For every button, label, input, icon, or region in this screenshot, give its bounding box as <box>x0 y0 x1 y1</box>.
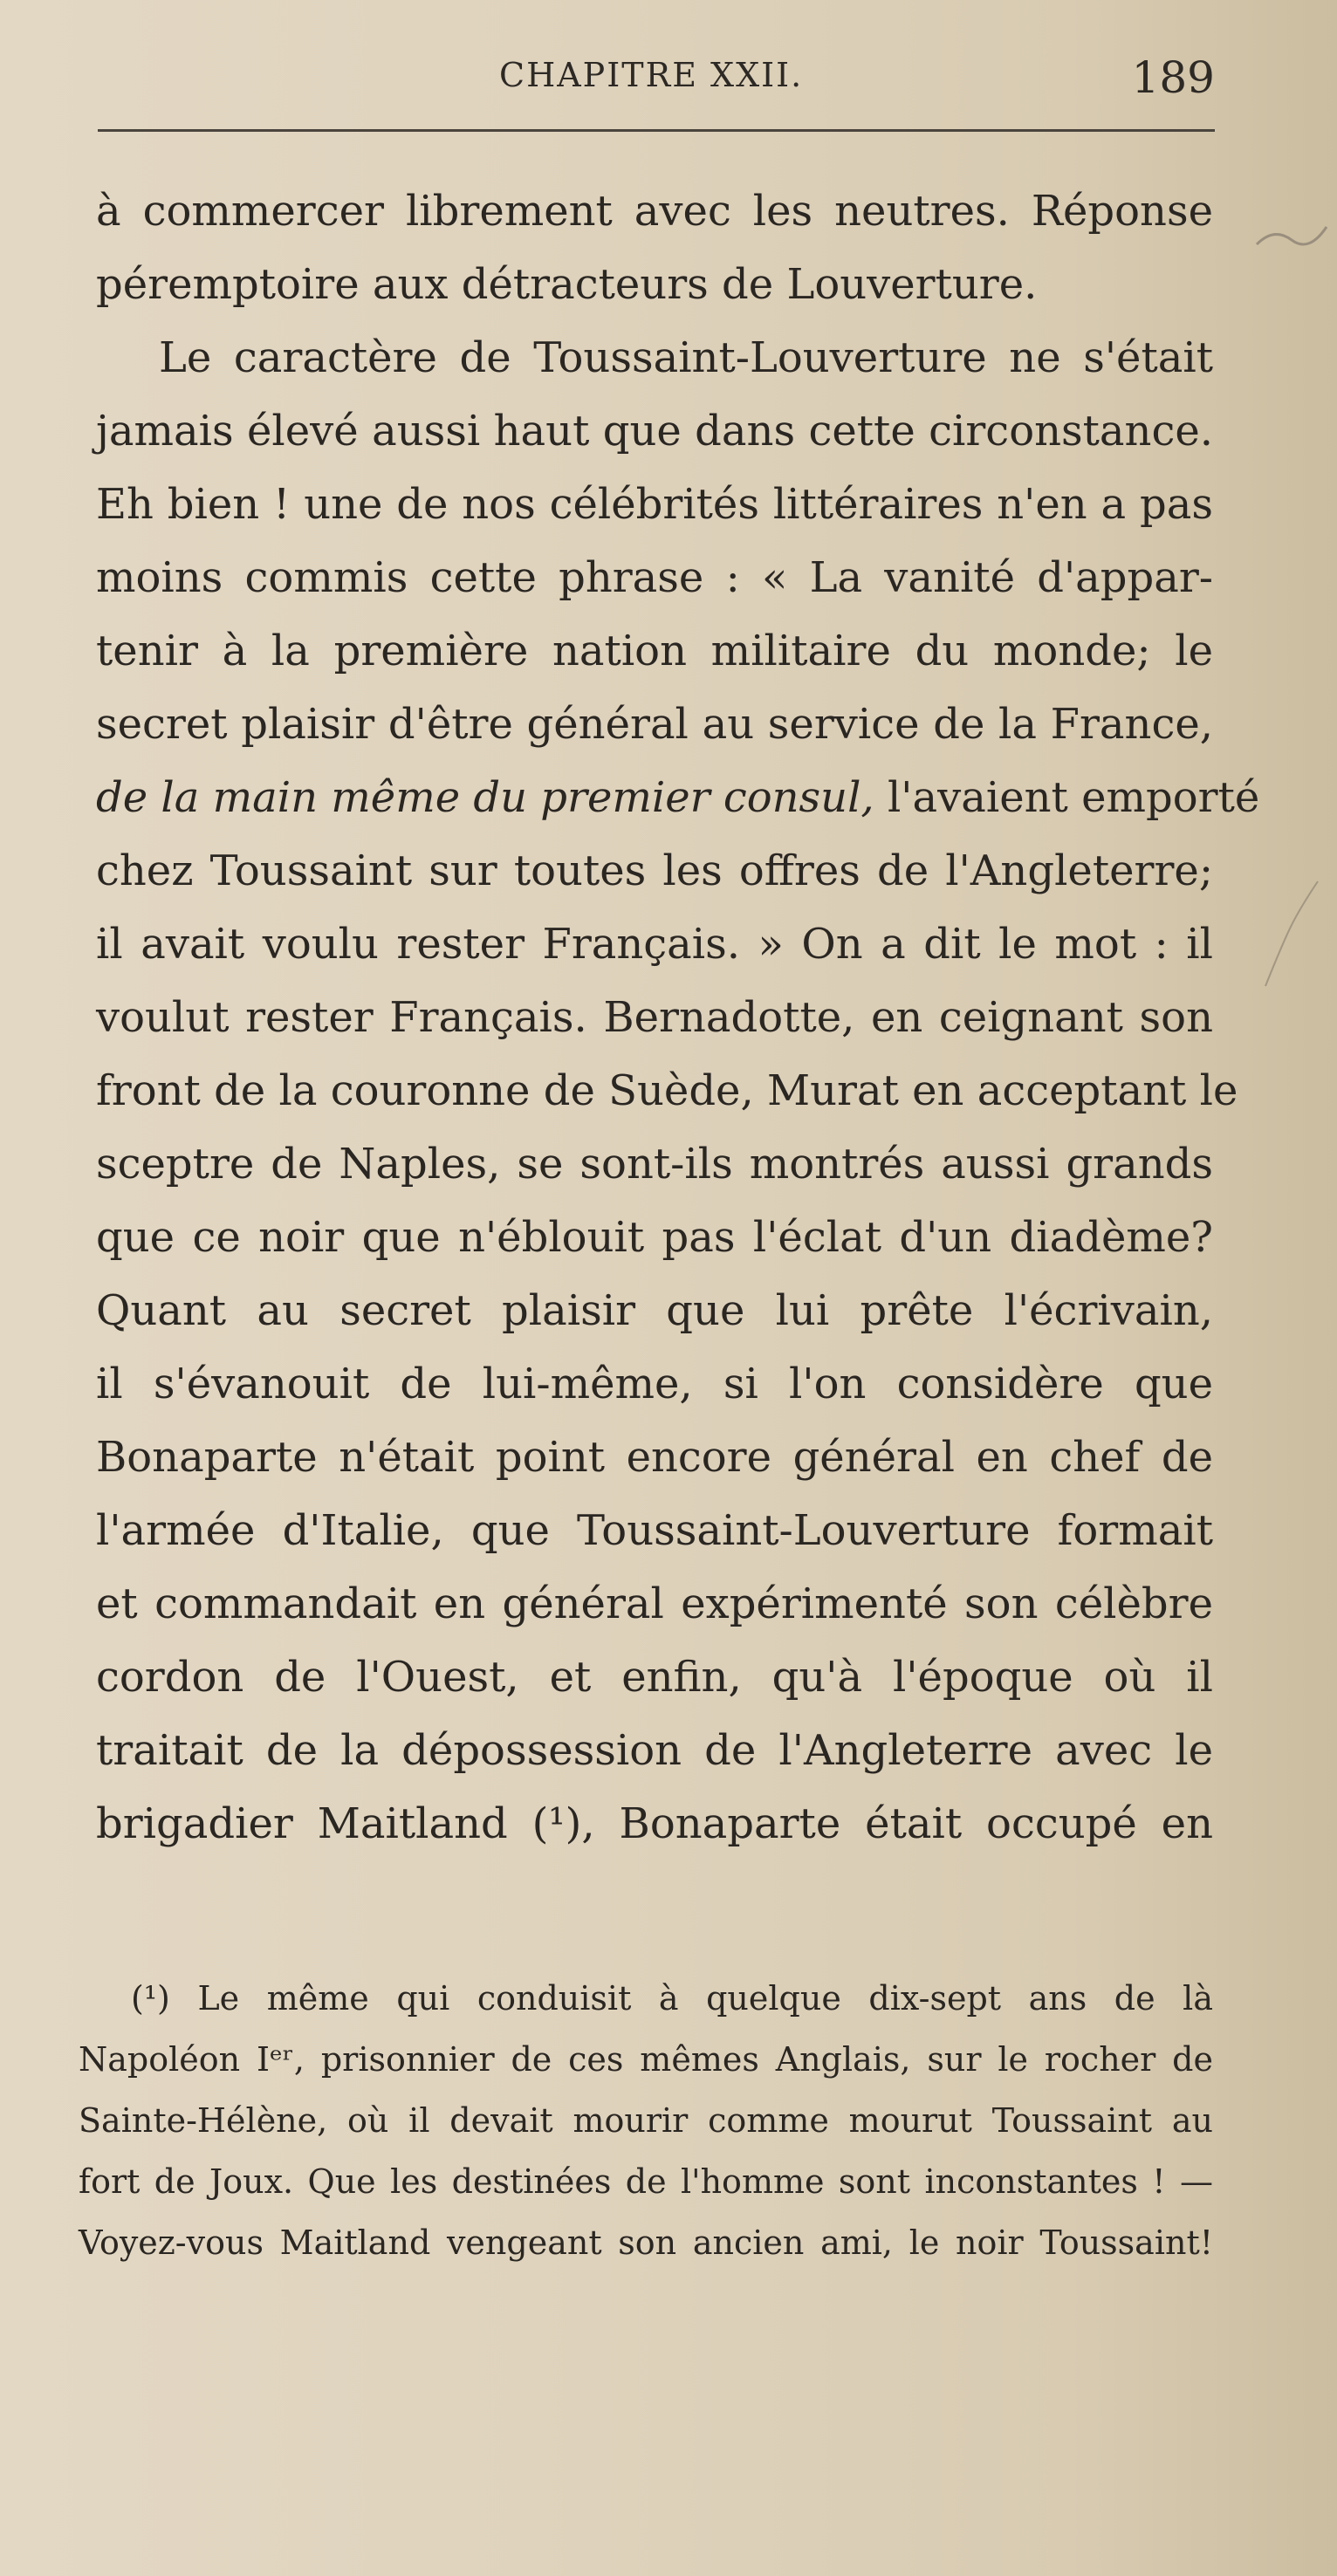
body-line: l'armée d'Italie, que Toussaint-Louverture formait <box>96 1506 1213 1555</box>
body-line: Le caractère de Toussaint-Louverture ne s'était <box>159 333 1213 382</box>
body-line: chez Toussaint sur toutes les offres de l'Angleterre; <box>96 846 1213 895</box>
footnote-line: Voyez-vous Maitland vengeant son ancien ami, le noir Toussaint! <box>79 2223 1213 2262</box>
body-line: front de la couronne de Suède, Murat en acceptant le <box>96 1066 1238 1115</box>
body-line-rest: l'avaient emporté <box>887 773 1260 822</box>
footnote-line: (¹) Le même qui conduisit à quelque dix-sept ans de là <box>131 1979 1213 2018</box>
page-number: 189 <box>1131 52 1215 103</box>
body-line: voulut rester Français. Bernadotte, en ceignant son <box>96 993 1213 1042</box>
body-line: que ce noir que n'éblouit pas l'éclat d'un diadème? <box>96 1213 1213 1262</box>
body-text <box>96 175 1260 1860</box>
body-line-with-italic <box>96 761 1260 834</box>
footnote-line: fort de Joux. Que les destinées de l'homme sont inconstantes ! — <box>79 2162 1213 2201</box>
body-line: secret plaisir d'être général au service de la France, <box>96 700 1213 749</box>
body-line: brigadier Maitland (¹), Bonaparte était occupé en <box>96 1799 1213 1848</box>
header-rule <box>98 129 1215 132</box>
italic-phrase: de la main même du premier consul, <box>96 773 874 822</box>
body-line: traitait de la dépossession de l'Angleterre avec le <box>96 1726 1213 1775</box>
body-line: péremptoire aux détracteurs de Louverture. <box>96 260 1038 309</box>
body-line: Quant au secret plaisir que lui prête l'écrivain, <box>96 1286 1213 1335</box>
footnote-line: Sainte-Hélène, où il devait mourir comme mourut Toussaint au <box>79 2101 1213 2140</box>
chapter-title: CHAPITRE XXII. <box>499 56 804 94</box>
margin-pencil-mark-icon <box>1257 873 1327 995</box>
footnote-line: Napoléon Iᵉʳ, prisonnier de ces mêmes Anglais, sur le rocher de <box>79 2040 1213 2079</box>
running-header <box>98 52 1215 105</box>
body-line: il s'évanouit de lui-même, si l'on considère que <box>96 1360 1213 1408</box>
body-line: et commandait en général expérimenté son célèbre <box>96 1579 1213 1628</box>
body-line: tenir à la première nation militaire du monde; le <box>96 627 1213 675</box>
body-line: sceptre de Naples, se sont-ils montrés aussi grands <box>96 1140 1213 1189</box>
margin-pencil-mark-icon <box>1248 192 1335 297</box>
body-line: Bonaparte n'était point encore général en chef de <box>96 1433 1213 1482</box>
body-line: jamais élevé aussi haut que dans cette circonstance. <box>96 407 1213 456</box>
body-line: Eh bien ! une de nos célébrités littéraires n'en a pas <box>96 480 1213 529</box>
body-line: moins commis cette phrase : « La vanité d'appar- <box>96 553 1213 602</box>
footnote-block <box>79 1968 1213 2273</box>
body-line: cordon de l'Ouest, et enfin, qu'à l'époque où il <box>96 1653 1213 1702</box>
body-line: à commercer librement avec les neutres. Réponse <box>96 187 1213 236</box>
body-line: il avait voulu rester Français. » On a dit le mot : il <box>96 920 1213 969</box>
